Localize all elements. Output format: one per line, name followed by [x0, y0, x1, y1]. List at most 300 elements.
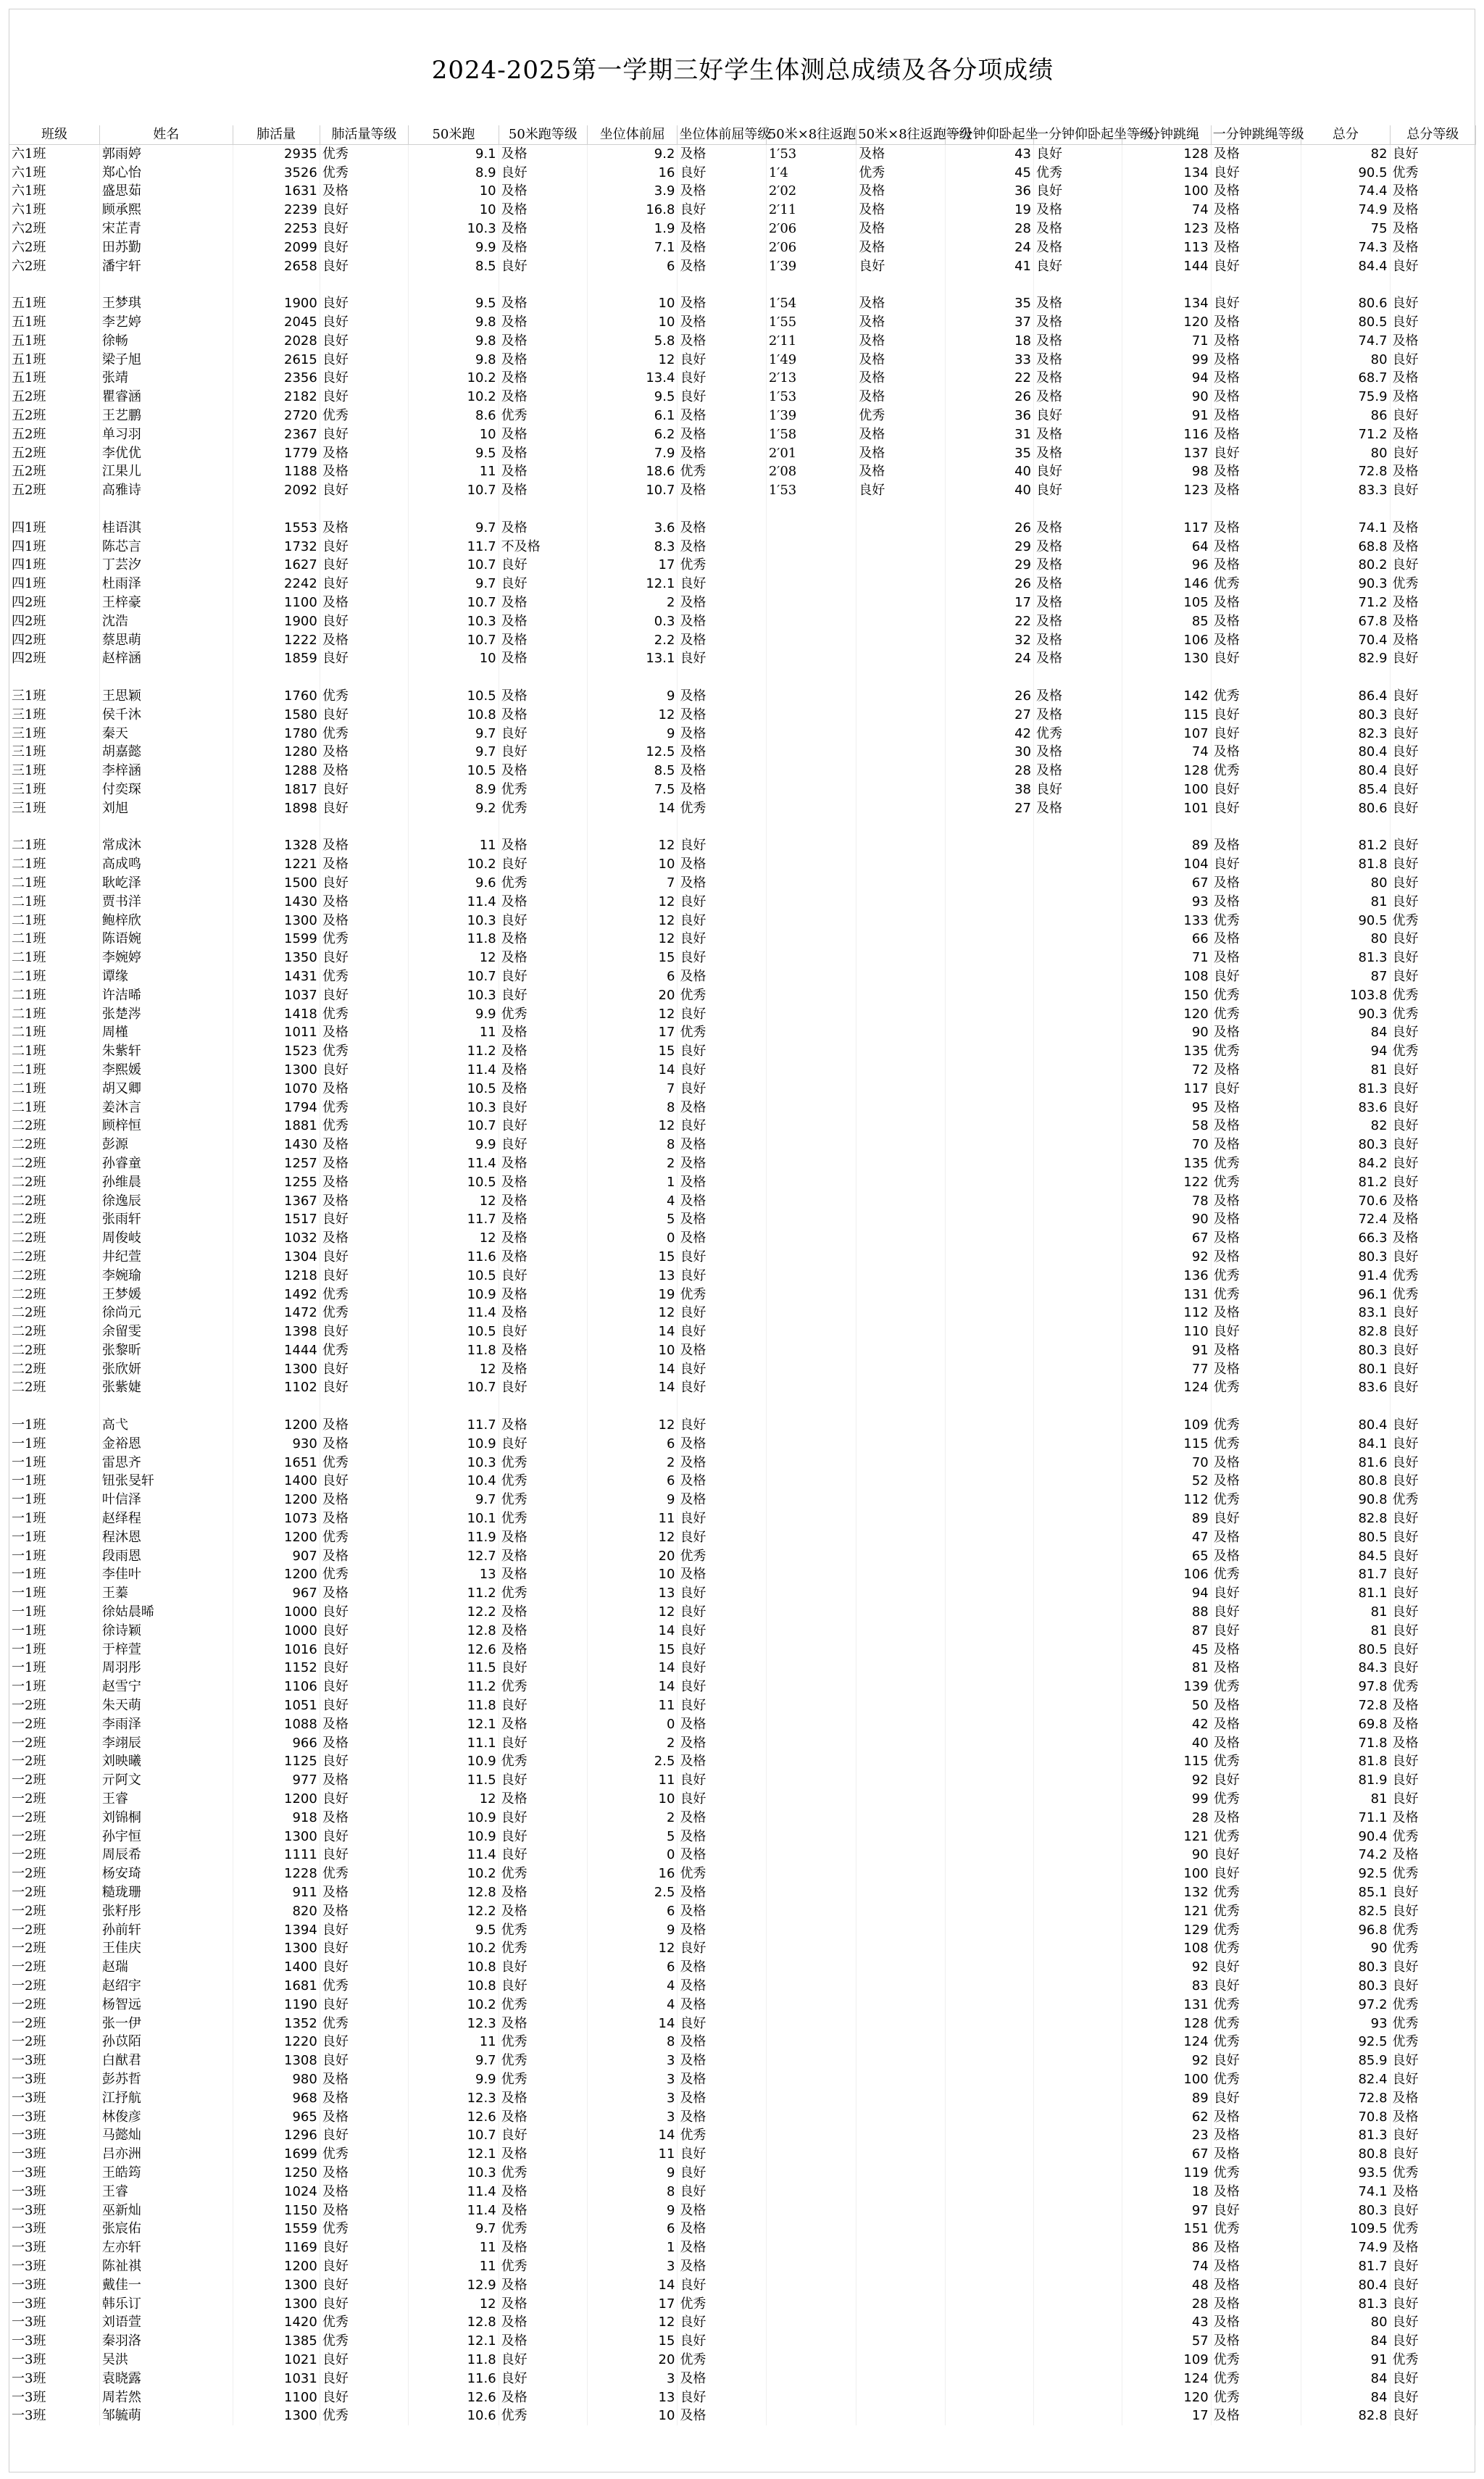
cell-situps-grade[interactable]: 及格 — [1033, 706, 1122, 725]
cell-lung-grade[interactable]: 优秀 — [320, 687, 408, 706]
cell-class[interactable]: 一3班 — [9, 2313, 99, 2332]
cell-situps[interactable] — [945, 2370, 1033, 2388]
cell-situps-grade[interactable]: 及格 — [1033, 332, 1122, 351]
cell-shuttle-grade[interactable] — [856, 874, 945, 893]
cell-situps-grade[interactable] — [1033, 1996, 1122, 2015]
cell-rope[interactable]: 115 — [1122, 1753, 1211, 1772]
cell-name[interactable]: 周槿 — [99, 1023, 233, 1042]
cell-name[interactable]: 梁子旭 — [99, 351, 233, 370]
cell-rope-grade[interactable]: 优秀 — [1211, 1828, 1301, 1846]
cell-total[interactable]: 67.8 — [1301, 612, 1390, 631]
cell-shuttle[interactable]: 2′13 — [766, 370, 856, 388]
empty-cell[interactable] — [499, 276, 587, 295]
cell-run50[interactable]: 11.4 — [409, 2201, 499, 2220]
empty-cell[interactable] — [1122, 276, 1211, 295]
cell-lung[interactable]: 1817 — [233, 780, 320, 799]
cell-sitreach[interactable]: 1 — [588, 1173, 678, 1192]
cell-run50-grade[interactable]: 及格 — [499, 1790, 587, 1809]
cell-rope[interactable]: 89 — [1122, 1509, 1211, 1528]
cell-name[interactable]: 于梓萱 — [99, 1641, 233, 1659]
cell-run50[interactable]: 9.7 — [409, 2051, 499, 2070]
cell-rope-grade[interactable]: 及格 — [1211, 2238, 1301, 2257]
cell-sitreach[interactable]: 15 — [588, 1042, 678, 1061]
cell-rope[interactable]: 81 — [1122, 1659, 1211, 1678]
cell-run50[interactable]: 9.1 — [409, 145, 499, 164]
cell-total[interactable]: 96.1 — [1301, 1286, 1390, 1304]
cell-rope[interactable]: 98 — [1122, 463, 1211, 482]
cell-shuttle[interactable] — [766, 1005, 856, 1024]
cell-situps[interactable]: 26 — [945, 519, 1033, 538]
cell-shuttle[interactable] — [766, 1304, 856, 1322]
cell-shuttle-grade[interactable] — [856, 930, 945, 949]
cell-total-grade[interactable]: 良好 — [1390, 1883, 1475, 1902]
empty-cell[interactable] — [1122, 668, 1211, 687]
cell-run50[interactable]: 11.8 — [409, 1341, 499, 1360]
cell-lung[interactable]: 1300 — [233, 2295, 320, 2314]
cell-lung[interactable]: 1780 — [233, 725, 320, 743]
cell-total[interactable]: 93.5 — [1301, 2164, 1390, 2183]
cell-total-grade[interactable]: 优秀 — [1390, 1865, 1475, 1883]
cell-sitreach[interactable]: 4 — [588, 1192, 678, 1211]
cell-class[interactable]: 一2班 — [9, 1940, 99, 1959]
cell-run50[interactable]: 9.8 — [409, 313, 499, 332]
cell-rope[interactable]: 74 — [1122, 743, 1211, 762]
cell-name[interactable]: 高弋 — [99, 1416, 233, 1435]
cell-rope[interactable]: 74 — [1122, 2257, 1211, 2276]
cell-situps[interactable]: 24 — [945, 238, 1033, 257]
empty-cell[interactable] — [9, 276, 99, 295]
cell-sitreach[interactable]: 15 — [588, 1641, 678, 1659]
cell-run50[interactable]: 10.3 — [409, 986, 499, 1005]
cell-shuttle-grade[interactable] — [856, 1379, 945, 1398]
cell-situps-grade[interactable] — [1033, 2276, 1122, 2295]
cell-name[interactable]: 白猷君 — [99, 2051, 233, 2070]
cell-sitreach-grade[interactable]: 及格 — [678, 1099, 766, 1117]
cell-situps-grade[interactable]: 优秀 — [1033, 164, 1122, 183]
cell-class[interactable]: 一2班 — [9, 2033, 99, 2051]
cell-sitreach-grade[interactable]: 良好 — [678, 1659, 766, 1678]
empty-cell[interactable] — [1390, 668, 1475, 687]
cell-lung[interactable]: 1599 — [233, 930, 320, 949]
cell-run50-grade[interactable]: 及格 — [499, 1622, 587, 1641]
cell-total-grade[interactable]: 良好 — [1390, 725, 1475, 743]
cell-situps-grade[interactable] — [1033, 2051, 1122, 2070]
cell-run50[interactable]: 12.8 — [409, 2313, 499, 2332]
cell-total-grade[interactable]: 良好 — [1390, 1341, 1475, 1360]
cell-lung[interactable]: 1000 — [233, 1603, 320, 1622]
cell-lung-grade[interactable]: 及格 — [320, 2070, 408, 2089]
cell-lung[interactable]: 1106 — [233, 1678, 320, 1696]
cell-total[interactable]: 83.3 — [1301, 481, 1390, 500]
cell-run50-grade[interactable]: 及格 — [499, 351, 587, 370]
cell-shuttle-grade[interactable]: 及格 — [856, 238, 945, 257]
cell-run50[interactable]: 12 — [409, 1360, 499, 1379]
cell-class[interactable]: 二1班 — [9, 930, 99, 949]
cell-rope[interactable]: 109 — [1122, 1416, 1211, 1435]
cell-total[interactable]: 83.6 — [1301, 1379, 1390, 1398]
cell-rope-grade[interactable]: 及格 — [1211, 557, 1301, 575]
cell-sitreach-grade[interactable]: 及格 — [678, 257, 766, 276]
cell-total-grade[interactable]: 良好 — [1390, 1622, 1475, 1641]
cell-situps-grade[interactable] — [1033, 967, 1122, 986]
cell-class[interactable]: 一3班 — [9, 2108, 99, 2127]
cell-class[interactable]: 四1班 — [9, 557, 99, 575]
cell-rope-grade[interactable]: 优秀 — [1211, 687, 1301, 706]
cell-total-grade[interactable]: 良好 — [1390, 1360, 1475, 1379]
cell-total[interactable]: 69.8 — [1301, 1715, 1390, 1734]
cell-run50[interactable]: 10.8 — [409, 706, 499, 725]
cell-run50-grade[interactable]: 及格 — [499, 1360, 587, 1379]
cell-rope[interactable]: 108 — [1122, 967, 1211, 986]
cell-sitreach-grade[interactable]: 及格 — [678, 2108, 766, 2127]
cell-run50[interactable]: 12 — [409, 1790, 499, 1809]
cell-lung-grade[interactable]: 良好 — [320, 2051, 408, 2070]
cell-situps-grade[interactable] — [1033, 2201, 1122, 2220]
cell-situps[interactable] — [945, 1304, 1033, 1322]
cell-situps[interactable] — [945, 1099, 1033, 1117]
cell-total-grade[interactable]: 优秀 — [1390, 2033, 1475, 2051]
cell-sitreach[interactable]: 13.1 — [588, 650, 678, 669]
cell-rope[interactable]: 133 — [1122, 912, 1211, 930]
cell-lung[interactable]: 1218 — [233, 1267, 320, 1286]
cell-shuttle[interactable] — [766, 1099, 856, 1117]
cell-lung-grade[interactable]: 良好 — [320, 332, 408, 351]
cell-sitreach[interactable]: 6.1 — [588, 407, 678, 425]
cell-lung[interactable]: 2720 — [233, 407, 320, 425]
cell-lung[interactable]: 1037 — [233, 986, 320, 1005]
cell-situps[interactable] — [945, 2015, 1033, 2033]
cell-run50-grade[interactable]: 优秀 — [499, 1005, 587, 1024]
cell-sitreach-grade[interactable]: 及格 — [678, 631, 766, 650]
cell-lung-grade[interactable]: 良好 — [320, 1472, 408, 1491]
cell-run50[interactable]: 11.1 — [409, 1734, 499, 1753]
cell-total[interactable]: 71.8 — [1301, 1734, 1390, 1753]
cell-situps[interactable] — [945, 2295, 1033, 2314]
cell-lung[interactable]: 1881 — [233, 1117, 320, 1136]
cell-situps-grade[interactable] — [1033, 1659, 1122, 1678]
cell-rope[interactable]: 87 — [1122, 1622, 1211, 1641]
cell-rope[interactable]: 89 — [1122, 836, 1211, 855]
cell-run50[interactable]: 12.6 — [409, 1641, 499, 1659]
cell-situps-grade[interactable]: 良好 — [1033, 145, 1122, 164]
cell-sitreach-grade[interactable]: 良好 — [678, 201, 766, 220]
cell-shuttle[interactable] — [766, 2351, 856, 2370]
cell-situps-grade[interactable] — [1033, 1528, 1122, 1547]
cell-situps-grade[interactable]: 及格 — [1033, 799, 1122, 818]
cell-total[interactable]: 72.8 — [1301, 1696, 1390, 1715]
cell-shuttle[interactable] — [766, 2220, 856, 2238]
empty-cell[interactable] — [409, 818, 499, 837]
cell-rope[interactable]: 115 — [1122, 1435, 1211, 1454]
cell-situps-grade[interactable]: 良好 — [1033, 463, 1122, 482]
cell-lung[interactable]: 980 — [233, 2070, 320, 2089]
cell-sitreach[interactable]: 2 — [588, 1154, 678, 1173]
cell-sitreach[interactable]: 10.7 — [588, 481, 678, 500]
cell-rope-grade[interactable]: 及格 — [1211, 2407, 1301, 2425]
cell-total[interactable]: 81.8 — [1301, 855, 1390, 874]
cell-shuttle-grade[interactable] — [856, 912, 945, 930]
cell-situps[interactable]: 30 — [945, 743, 1033, 762]
cell-situps[interactable] — [945, 2201, 1033, 2220]
cell-sitreach[interactable]: 16 — [588, 164, 678, 183]
cell-lung[interactable]: 1472 — [233, 1304, 320, 1322]
cell-run50[interactable]: 11.5 — [409, 1771, 499, 1790]
cell-shuttle[interactable]: 1′39 — [766, 407, 856, 425]
cell-rope-grade[interactable]: 及格 — [1211, 220, 1301, 238]
cell-lung-grade[interactable]: 及格 — [320, 2108, 408, 2127]
cell-sitreach-grade[interactable]: 及格 — [678, 1154, 766, 1173]
cell-rope[interactable]: 112 — [1122, 1304, 1211, 1322]
cell-situps[interactable] — [945, 1454, 1033, 1472]
cell-sitreach[interactable]: 9 — [588, 687, 678, 706]
cell-situps[interactable] — [945, 1641, 1033, 1659]
cell-shuttle[interactable] — [766, 1996, 856, 2015]
cell-shuttle[interactable] — [766, 1958, 856, 1977]
cell-sitreach-grade[interactable]: 良好 — [678, 2276, 766, 2295]
cell-name[interactable]: 鲍梓欣 — [99, 912, 233, 930]
cell-sitreach[interactable]: 16 — [588, 1865, 678, 1883]
cell-sitreach[interactable]: 6 — [588, 1902, 678, 1921]
cell-class[interactable]: 二2班 — [9, 1192, 99, 1211]
cell-lung[interactable]: 968 — [233, 2089, 320, 2108]
cell-lung[interactable]: 1190 — [233, 1996, 320, 2015]
cell-shuttle-grade[interactable] — [856, 2351, 945, 2370]
cell-total-grade[interactable]: 良好 — [1390, 481, 1475, 500]
cell-run50[interactable]: 11.4 — [409, 1154, 499, 1173]
cell-run50[interactable]: 9.6 — [409, 874, 499, 893]
cell-shuttle[interactable] — [766, 2164, 856, 2183]
cell-total-grade[interactable]: 优秀 — [1390, 2164, 1475, 2183]
cell-total[interactable]: 82.8 — [1301, 2407, 1390, 2425]
cell-run50[interactable]: 9.7 — [409, 725, 499, 743]
cell-name[interactable]: 王皓筠 — [99, 2164, 233, 2183]
cell-run50-grade[interactable]: 良好 — [499, 1977, 587, 1996]
cell-rope[interactable]: 18 — [1122, 2183, 1211, 2201]
cell-lung-grade[interactable]: 良好 — [320, 1996, 408, 2015]
cell-sitreach-grade[interactable]: 良好 — [678, 1696, 766, 1715]
cell-total[interactable]: 84.2 — [1301, 1154, 1390, 1173]
cell-situps-grade[interactable] — [1033, 1005, 1122, 1024]
cell-class[interactable]: 一1班 — [9, 1435, 99, 1454]
cell-shuttle-grade[interactable] — [856, 2183, 945, 2201]
cell-situps[interactable] — [945, 2257, 1033, 2276]
cell-total-grade[interactable]: 优秀 — [1390, 1005, 1475, 1024]
cell-lung[interactable]: 1304 — [233, 1248, 320, 1267]
cell-run50-grade[interactable]: 及格 — [499, 1566, 587, 1585]
cell-lung-grade[interactable]: 良好 — [320, 313, 408, 332]
cell-situps[interactable] — [945, 1958, 1033, 1977]
empty-cell[interactable] — [856, 818, 945, 837]
cell-run50[interactable]: 10.7 — [409, 593, 499, 612]
cell-situps[interactable] — [945, 930, 1033, 949]
cell-situps[interactable] — [945, 1229, 1033, 1248]
empty-cell[interactable] — [856, 1397, 945, 1416]
cell-lung[interactable]: 2658 — [233, 257, 320, 276]
cell-lung-grade[interactable]: 良好 — [320, 1846, 408, 1865]
cell-total[interactable]: 81.3 — [1301, 2295, 1390, 2314]
cell-name[interactable]: 刘映曦 — [99, 1753, 233, 1772]
cell-lung-grade[interactable]: 优秀 — [320, 1304, 408, 1322]
cell-rope-grade[interactable]: 良好 — [1211, 1322, 1301, 1341]
cell-situps-grade[interactable] — [1033, 1379, 1122, 1398]
cell-run50-grade[interactable]: 及格 — [499, 2313, 587, 2332]
cell-name[interactable]: 李翊辰 — [99, 1734, 233, 1753]
cell-lung[interactable]: 1367 — [233, 1192, 320, 1211]
cell-lung[interactable]: 1250 — [233, 2164, 320, 2183]
cell-shuttle[interactable] — [766, 912, 856, 930]
cell-total[interactable]: 81 — [1301, 893, 1390, 912]
cell-run50[interactable]: 10 — [409, 201, 499, 220]
cell-lung-grade[interactable]: 及格 — [320, 1023, 408, 1042]
empty-cell[interactable] — [499, 818, 587, 837]
cell-total-grade[interactable]: 优秀 — [1390, 1042, 1475, 1061]
cell-lung-grade[interactable]: 优秀 — [320, 1005, 408, 1024]
cell-run50[interactable]: 10.9 — [409, 1286, 499, 1304]
cell-class[interactable]: 五2班 — [9, 425, 99, 444]
cell-lung[interactable]: 1420 — [233, 2313, 320, 2332]
cell-situps[interactable] — [945, 1696, 1033, 1715]
cell-total-grade[interactable]: 良好 — [1390, 1454, 1475, 1472]
cell-run50-grade[interactable]: 及格 — [499, 370, 587, 388]
cell-rope-grade[interactable]: 及格 — [1211, 370, 1301, 388]
cell-sitreach[interactable]: 3 — [588, 2108, 678, 2127]
cell-lung-grade[interactable]: 及格 — [320, 2089, 408, 2108]
cell-rope[interactable]: 74 — [1122, 201, 1211, 220]
cell-situps[interactable]: 31 — [945, 425, 1033, 444]
cell-total-grade[interactable]: 良好 — [1390, 1902, 1475, 1921]
cell-name[interactable]: 张一伊 — [99, 2015, 233, 2033]
cell-name[interactable]: 孙苡陌 — [99, 2033, 233, 2051]
cell-shuttle[interactable]: 1′54 — [766, 294, 856, 313]
cell-sitreach[interactable]: 14 — [588, 1360, 678, 1379]
cell-run50-grade[interactable]: 及格 — [499, 2388, 587, 2407]
cell-rope-grade[interactable]: 及格 — [1211, 1229, 1301, 1248]
cell-total-grade[interactable]: 良好 — [1390, 2407, 1475, 2425]
cell-shuttle[interactable]: 2′01 — [766, 444, 856, 463]
cell-situps-grade[interactable] — [1033, 1566, 1122, 1585]
cell-name[interactable]: 戴佳一 — [99, 2276, 233, 2295]
cell-class[interactable]: 二2班 — [9, 1117, 99, 1136]
cell-shuttle-grade[interactable] — [856, 1603, 945, 1622]
cell-run50[interactable]: 10.4 — [409, 1472, 499, 1491]
cell-run50-grade[interactable]: 优秀 — [499, 2070, 587, 2089]
cell-situps-grade[interactable] — [1033, 1790, 1122, 1809]
cell-total-grade[interactable]: 良好 — [1390, 967, 1475, 986]
empty-cell[interactable] — [766, 276, 856, 295]
cell-run50[interactable]: 8.5 — [409, 257, 499, 276]
cell-situps[interactable] — [945, 874, 1033, 893]
cell-sitreach-grade[interactable]: 及格 — [678, 145, 766, 164]
cell-rope[interactable]: 135 — [1122, 1042, 1211, 1061]
cell-lung-grade[interactable]: 及格 — [320, 519, 408, 538]
cell-total-grade[interactable]: 良好 — [1390, 687, 1475, 706]
cell-shuttle[interactable]: 1′55 — [766, 313, 856, 332]
cell-sitreach-grade[interactable]: 良好 — [678, 1117, 766, 1136]
cell-lung-grade[interactable]: 优秀 — [320, 1099, 408, 1117]
cell-shuttle-grade[interactable] — [856, 2313, 945, 2332]
cell-shuttle[interactable] — [766, 949, 856, 967]
cell-run50-grade[interactable]: 良好 — [499, 1696, 587, 1715]
cell-shuttle-grade[interactable] — [856, 949, 945, 967]
cell-class[interactable]: 二1班 — [9, 986, 99, 1005]
cell-class[interactable]: 一2班 — [9, 1790, 99, 1809]
cell-rope[interactable]: 117 — [1122, 1080, 1211, 1099]
cell-lung[interactable]: 1681 — [233, 1977, 320, 1996]
cell-sitreach-grade[interactable]: 及格 — [678, 2033, 766, 2051]
cell-situps[interactable]: 19 — [945, 201, 1033, 220]
cell-total[interactable]: 80.3 — [1301, 1248, 1390, 1267]
cell-rope[interactable]: 28 — [1122, 2295, 1211, 2314]
cell-sitreach-grade[interactable]: 及格 — [678, 1210, 766, 1229]
cell-rope-grade[interactable]: 及格 — [1211, 1696, 1301, 1715]
cell-situps[interactable] — [945, 1547, 1033, 1566]
cell-sitreach-grade[interactable]: 及格 — [678, 1734, 766, 1753]
cell-sitreach[interactable]: 17 — [588, 2295, 678, 2314]
cell-lung[interactable]: 1257 — [233, 1154, 320, 1173]
cell-class[interactable]: 一2班 — [9, 1958, 99, 1977]
cell-situps-grade[interactable] — [1033, 986, 1122, 1005]
cell-situps[interactable] — [945, 2108, 1033, 2127]
cell-rope[interactable]: 77 — [1122, 1360, 1211, 1379]
cell-run50[interactable]: 11 — [409, 463, 499, 482]
cell-rope-grade[interactable]: 及格 — [1211, 1454, 1301, 1472]
cell-shuttle-grade[interactable] — [856, 1566, 945, 1585]
cell-sitreach-grade[interactable]: 及格 — [678, 1229, 766, 1248]
cell-lung-grade[interactable]: 及格 — [320, 1229, 408, 1248]
cell-name[interactable]: 高成鸣 — [99, 855, 233, 874]
cell-sitreach[interactable]: 10 — [588, 1790, 678, 1809]
cell-lung[interactable]: 1016 — [233, 1641, 320, 1659]
cell-sitreach-grade[interactable]: 优秀 — [678, 1023, 766, 1042]
cell-name[interactable]: 李婉婷 — [99, 949, 233, 967]
cell-run50[interactable]: 9.8 — [409, 332, 499, 351]
cell-sitreach-grade[interactable]: 良好 — [678, 1379, 766, 1398]
cell-lung[interactable]: 1300 — [233, 1360, 320, 1379]
cell-run50-grade[interactable]: 及格 — [499, 388, 587, 407]
cell-shuttle-grade[interactable]: 优秀 — [856, 407, 945, 425]
cell-name[interactable]: 李婉瑜 — [99, 1267, 233, 1286]
cell-total-grade[interactable]: 良好 — [1390, 1603, 1475, 1622]
cell-total[interactable]: 80.4 — [1301, 2276, 1390, 2295]
cell-run50-grade[interactable]: 及格 — [499, 1061, 587, 1080]
cell-total[interactable]: 71.2 — [1301, 425, 1390, 444]
cell-lung[interactable]: 1900 — [233, 612, 320, 631]
cell-shuttle-grade[interactable] — [856, 2089, 945, 2108]
cell-shuttle-grade[interactable] — [856, 1491, 945, 1509]
cell-situps-grade[interactable] — [1033, 855, 1122, 874]
cell-situps[interactable]: 33 — [945, 351, 1033, 370]
cell-shuttle-grade[interactable] — [856, 1042, 945, 1061]
cell-situps-grade[interactable] — [1033, 2126, 1122, 2145]
cell-sitreach[interactable]: 15 — [588, 2332, 678, 2351]
cell-shuttle-grade[interactable] — [856, 1865, 945, 1883]
cell-situps[interactable] — [945, 1940, 1033, 1959]
cell-rope-grade[interactable]: 优秀 — [1211, 1996, 1301, 2015]
cell-lung[interactable]: 907 — [233, 1547, 320, 1566]
cell-lung-grade[interactable]: 及格 — [320, 631, 408, 650]
cell-name[interactable]: 孙前轩 — [99, 1921, 233, 1940]
cell-shuttle-grade[interactable] — [856, 1360, 945, 1379]
cell-shuttle[interactable] — [766, 1790, 856, 1809]
cell-run50[interactable]: 10.9 — [409, 1828, 499, 1846]
cell-sitreach[interactable]: 10 — [588, 1341, 678, 1360]
cell-class[interactable]: 一3班 — [9, 2257, 99, 2276]
cell-sitreach-grade[interactable]: 良好 — [678, 1678, 766, 1696]
cell-situps-grade[interactable]: 及格 — [1033, 687, 1122, 706]
cell-situps[interactable] — [945, 1379, 1033, 1398]
cell-situps-grade[interactable]: 及格 — [1033, 370, 1122, 388]
cell-rope-grade[interactable]: 良好 — [1211, 799, 1301, 818]
